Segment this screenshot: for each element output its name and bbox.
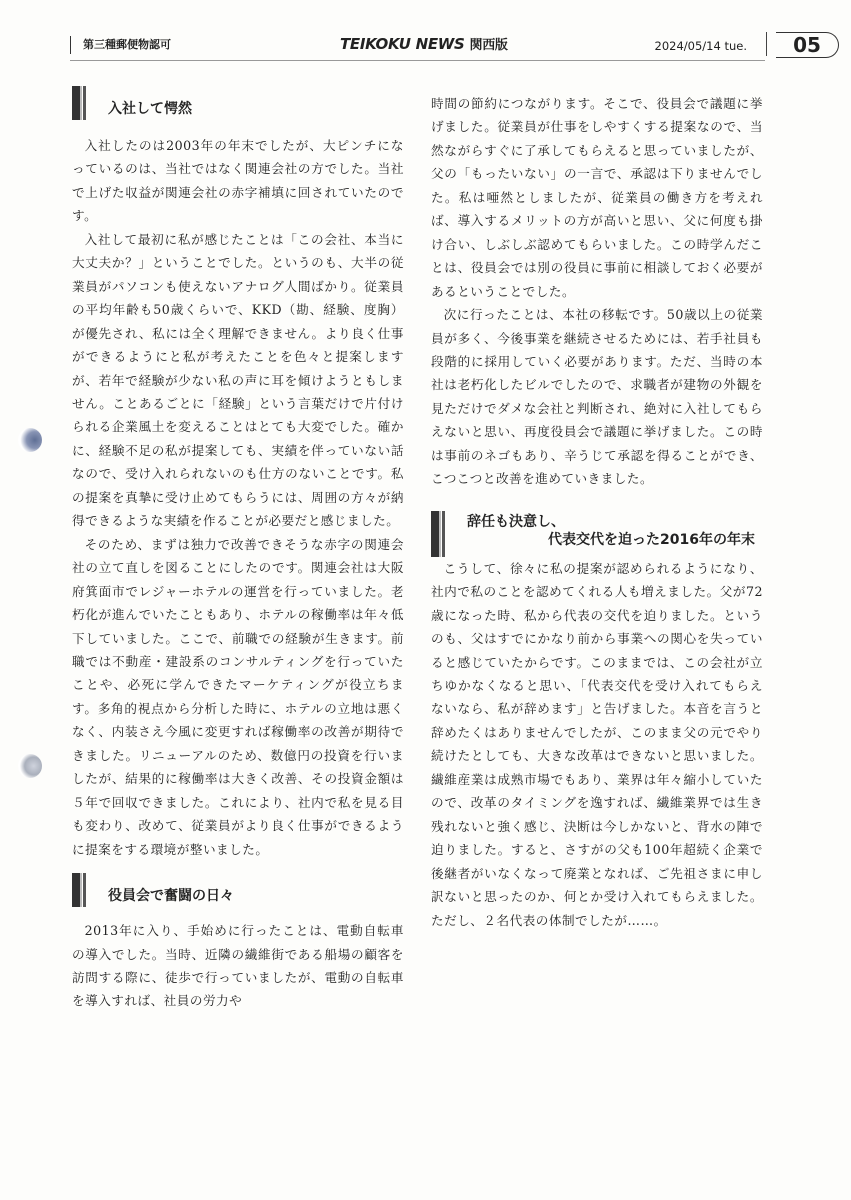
paragraph: 2013年に入り、手始めに行ったことは、電動自転車の導入でした。当時、近隣の繊維街である船場の顧客を訪問する際に、徒歩で行っていましたが、電動の自転車を導入すれば、社員の労力や (72, 923, 404, 1009)
paragraph: そのため、まずは独力で改善できそうな赤字の関連会社の立て直しを図ることにしたのです。関連会社は大阪府箕面市でレジャーホテルの運営を行っていました。老朽化が進んでいたこともあり、ホテルの稼働率は年々低下していました。ここで、前職での経験が生きます。前職では不動産・建設系のコンサルティングを行っていたことや、必死に学んできたマーケティングが役立ちます。多角的視点から分析した時に、ホテルの立地は悪くなく、内装さえ今風に変更すれば稼働率の改善が期待できました。リニューアルのため、数億円の投資を行いましたが、結果的に稼働率は大きく改善、その投資金額は５年で回収できました。これにより、社内で私を見る目も変わり、改めて、従業員がより良く仕事ができるように提案をする環境が整いました。 (72, 536, 404, 857)
punch-hole-icon (18, 428, 42, 452)
paragraph-continued: 時間の節約につながります。そこで、役員会で議題に挙げました。従業員が仕事をしやすくする提案なので、当然ながらすぐに了承してもらえると思っていましたが、父の「もったいない」の一言で、承認は下りませんでした。私は唖然としましたが、従業員の働き方を考えれば、導入するメリットの方が高いと思い、父に何度も掛け合い、しぶしぶ認めてもらいました。この時学んだことは、役員会では別の役員に事前に相談しておく必要があるということでした。 (431, 96, 763, 299)
article-column-left (72, 92, 404, 1013)
header-divider (766, 32, 767, 56)
section-heading (72, 879, 404, 919)
postal-permit-label: 第三種郵便物認可 (70, 36, 171, 54)
section-heading-text: 役員会で奮闘の日々 (108, 888, 234, 905)
header-rule (70, 60, 765, 61)
paragraph: こうして、徐々に私の提案が認められるようになり、社内で私のことを認めてくれる人も増えました。父が72歳になった時、私から代表の交代を迫りました。というのも、父はすでにかなり前から事業への関心を失っていると感じていたからです。このままでは、この会社が立ちゆかなくなると思い、「代表交代を受け入れてもらえないなら、私が辞めます」と告げました。本音を言うと辞めたくはありませんでしたが、このまま父の元でやり続けたとしても、大きな改革はできないと思いました。繊維産業は成熟市場でもあり、業界は年々縮小していたので、改革のタイミングを逸すれば、繊維業界では生き残れないと強く感じ、決断は今しかないと、背水の陣で迫りました。すると、さすがの父も100年超続く企業で後継者がいなくなって廃業となれば、ご先祖さまに申し訳ないと思ったのか、何とか受け入れてもらえました。ただし、２名代表の体制でしたが……。 (431, 560, 763, 928)
article-column-right (431, 92, 763, 932)
paragraph: 入社したのは2003年の年末でしたが、大ピンチになっているのは、当社ではなく関連会社の方でした。当社で上げた収益が関連会社の赤字補填に回されていたのです。 (72, 138, 404, 224)
page-number: 05 (776, 32, 839, 58)
paragraph: 入社して最初に私が感じたことは「この会社、本当に大丈夫か？」ということでした。というのも、大半の従業員がパソコンも使えないアナログ人間ばかり。従業員の平均年齢も50歳くらいで、KKD（勘、経験、度胸）が優先され、私には全く理解できません。より良く仕事ができるようにと私が考えたことを色々と提案しますが、若年で経験が少ない私の声に耳を傾けようともしません。ことあるごとに「経験」という言葉だけで片付けられる企業風土を変えることはとても大変でした。確かに、経験不足の私が提案しても、実績を伴っていない話なので、受け入れられないのも仕方のないことです。私の提案を真摯に受け止めてもらうには、周囲の方々が納得できるような実績を作ることが必要だと感じました。 (72, 231, 404, 529)
punch-hole-icon (18, 754, 42, 778)
brand-title: TEIKOKU NEWS (340, 35, 465, 53)
section-heading (431, 513, 763, 557)
page-header (70, 32, 821, 58)
paragraph: 次に行ったことは、本社の移転です。50歳以上の従業員が多く、今後事業を継続させるためには、若手社員も段階的に採用していく必要があります。ただ、当時の本社は老朽化したビルでしたので、求職者が建物の外観を見ただけでダメな会社と判断され、絶対に入社してもらえないと思い、再度役員会で議題に挙げました。この時は事前のネゴもあり、辛うじて承認を得ることができ、こつこつと改善を進めていきました。 (431, 307, 763, 487)
issue-date: 2024/05/14 tue. (654, 39, 747, 53)
section-heading-text: 入社して愕然 (108, 101, 192, 117)
edition-label: 関西版 (469, 38, 508, 53)
section-heading (72, 92, 404, 134)
section-heading-line1: 辞任も決意し、 (467, 513, 565, 530)
newsletter-brand (340, 34, 508, 56)
section-heading-line2: 代表交代を迫った2016年の年末 (548, 531, 755, 548)
